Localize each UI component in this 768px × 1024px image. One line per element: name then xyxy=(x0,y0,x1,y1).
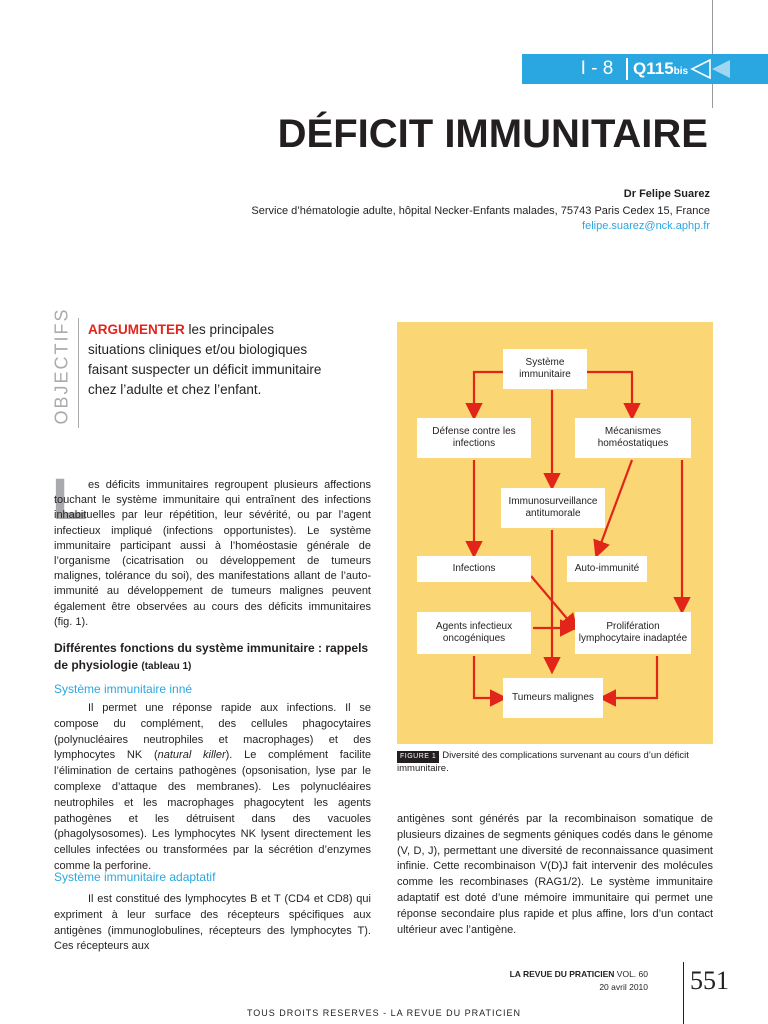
subheading-innate: Système immunitaire inné xyxy=(54,682,193,696)
node-tumeurs-malignes: Tumeurs malignes xyxy=(503,678,603,718)
node-systeme-immunitaire: Système immunitaire xyxy=(503,349,587,389)
node-agents-infectieux: Agents infectieux oncogéniques xyxy=(417,612,531,654)
double-left-arrow-icon xyxy=(688,58,732,80)
section-heading: Différentes fonctions du système immunitaire : rappels de physiologie (tableau 1) xyxy=(54,641,369,672)
copyright-notice: TOUS DROITS RESERVES - LA REVUE DU PRATICIEN xyxy=(246,1008,522,1018)
adaptive-paragraph-1: Il est constitué des lymphocytes B et T (CD4 et CD8) qui expriment à leur surface des récepteurs spécifiques aux antigènes (immunoglobulines, récepteurs des lymphocytes T). Ces récepteurs aux xyxy=(54,893,371,953)
figure-tag: FIGURE 1 xyxy=(397,751,439,763)
node-infections: Infections xyxy=(417,556,531,582)
section-number: I - 8 xyxy=(580,58,614,79)
figure-caption: FIGURE 1 Diversité des complications survenant au cours d’un déficit immunitaire. xyxy=(397,750,689,774)
author-name: Dr Felipe Suarez xyxy=(623,188,710,200)
question-suffix: bis xyxy=(673,66,689,77)
innate-paragraph: Il permet une réponse rapide aux infections. Il se compose du complément, des cellules phagocytaires (polynucléaires neutrophiles et macrophages) et des lymphocytes NK (natural killer). Le complément facilite l’élimination de certains pathogènes (opsonisation, lyse par le complexe d’attaque des membranes). Les polynucléaires neutrophiles et les macrophages phagocytent les agents pathogènes et les détruisent dans des vacuoles (phagolysosomes). Les lymphocytes NK lysent directement les cellules infectées ou transformées par la sécrétion d’enzymes comme la perforine. xyxy=(54,702,371,872)
objectives-text: ARGUMENTER les principales situations cliniques et/ou biologiques faisant suspecter un déficit immunitaire chez l’adulte et chez l’enfant. xyxy=(88,322,322,397)
header-rule-bottom xyxy=(712,84,713,108)
footer-date: 20 avril 2010 xyxy=(599,982,648,992)
footer-journal: LA REVUE DU PRATICIEN VOL. 60 20 avril 2010 xyxy=(509,969,648,992)
page-title: DÉFICIT IMMUNITAIRE xyxy=(277,112,708,156)
node-defense-infections: Défense contre les infections xyxy=(417,418,531,458)
subheading-adaptive: Système immunitaire adaptatif xyxy=(54,870,216,884)
node-immunosurveillance: Immunosurveillance antitumorale xyxy=(501,488,605,528)
adaptive-paragraph-2: antigènes sont générés par la recombinaison somatique de plusieurs dizaines de segments géniques codés dans le génome (V, D, J), permettant une diversité de reconnaissance quasiment infinie. Cette recombinaison V(D)J fait intervenir des molécules comme les recombinases (RAG1/2). Le système immunitaire adaptatif est doté d’une mémoire immunitaire qui permet une réponse secondaire plus rapide et plus affine, lors d’un contact ultérieur avec l’antigène. xyxy=(397,813,713,936)
drop-cap: L xyxy=(52,467,88,532)
node-mecanismes-homeostatiques: Mécanismes homéostatiques xyxy=(575,418,691,458)
section-heading-note: (tableau 1) xyxy=(141,661,192,672)
question-number: Q115bis xyxy=(633,59,689,78)
objectives-label: OBJECTIFS xyxy=(51,307,72,425)
header-rule-top xyxy=(712,0,713,54)
tab-divider xyxy=(626,58,628,80)
node-auto-immunite: Auto-immunité xyxy=(567,556,647,582)
figure-1 xyxy=(397,322,713,744)
objectives-rule xyxy=(78,318,79,428)
author-affiliation: Service d’hématologie adulte, hôpital Necker-Enfants malades, 75743 Paris Cedex 15, France xyxy=(251,205,710,217)
intro-paragraph: es déficits immunitaires regroupent plusieurs affections touchant le système immunitaire qui entraînent des infections inhabituelles par leur répétition, leur sévérité, ou par l’agent infectieux impliqué (infections opportunistes). Le système immunitaire participant aussi à l’homéostasie générale de l’organisme (cicatrisation ou développement de tumeurs malignes, tolérance du soi), des manifestations allant de l’auto-immunité au développement de tumeurs malignes peuvent également être observées au cours des déficits immunitaires (fig. 1). xyxy=(54,479,371,628)
page-number: 551 xyxy=(690,966,729,995)
objectives-verb: ARGUMENTER xyxy=(88,322,185,337)
node-proliferation: Prolifération lymphocytaire inadaptée xyxy=(575,612,691,654)
author-email[interactable]: felipe.suarez@nck.aphp.fr xyxy=(582,220,710,232)
